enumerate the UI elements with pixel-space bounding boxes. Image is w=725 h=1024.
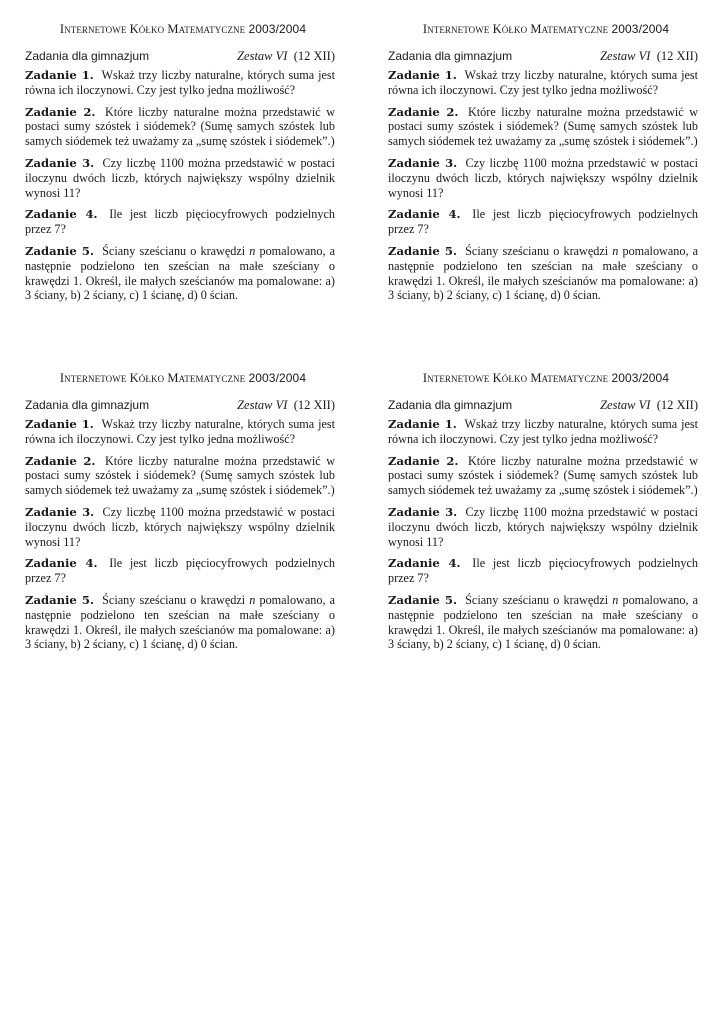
- header-year: 2003/2004: [248, 371, 307, 385]
- task-text: Ściany sześcianu o krawędzi: [102, 243, 246, 258]
- group-label: Zadania dla gimnazjum: [388, 398, 513, 412]
- task-2: [25, 105, 335, 149]
- set-date: (12 XII): [293, 49, 335, 63]
- task-label: Zadanie 3.: [388, 155, 458, 170]
- task-text: pomalowano, a następnie podzielono ten sześcian na małe sześciany o krawędzi 1. Określ, ile małych sześcianów ma pomalowane: a) 3 ściany, b) 2 ściany, c) 1 ścianę, d) 0 ścian.: [388, 243, 699, 303]
- task-label: Zadanie 4.: [388, 207, 461, 222]
- task-text: Ściany sześcianu o krawędzi: [465, 592, 609, 607]
- sheet-subheader: [388, 398, 698, 413]
- task-3: [388, 156, 698, 200]
- task-text: Czy liczbę 1100 można przedstawić w postaci iloczynu dwóch liczb, których największy wspólny dzielnik wynosi 11?: [25, 155, 335, 200]
- task-label: Zadanie 2.: [388, 104, 459, 119]
- set-label: Zestaw VI: [237, 398, 288, 412]
- task-variable: n: [249, 592, 256, 607]
- task-text: Ściany sześcianu o krawędzi: [465, 243, 609, 258]
- task-list: [388, 68, 698, 303]
- task-label: Zadanie 1.: [388, 68, 457, 82]
- task-label: Zadanie 4.: [25, 207, 98, 222]
- task-5: [388, 244, 698, 303]
- sheet-header: [31, 22, 335, 37]
- task-list: [25, 68, 335, 303]
- task-text: Wskaż trzy liczby naturalne, których suma jest równa ich iloczynowi. Czy jest tylko jedna możliwość?: [25, 417, 336, 446]
- task-2: [388, 105, 698, 149]
- set-date: (12 XII): [656, 398, 698, 412]
- task-label: Zadanie 5.: [388, 243, 458, 258]
- header-title: Internetowe Kółko Matematyczne: [422, 371, 609, 385]
- sheet-subheader: [25, 398, 335, 413]
- header-title: Internetowe Kółko Matematyczne: [422, 22, 609, 36]
- set-label: Zestaw VI: [600, 49, 651, 63]
- task-label: Zadanie 5.: [25, 592, 95, 607]
- task-3: [25, 505, 335, 549]
- set-info: [600, 49, 698, 64]
- task-text: Wskaż trzy liczby naturalne, których suma jest równa ich iloczynowi. Czy jest tylko jedna możliwość?: [388, 68, 699, 97]
- task-sheet-bottom-right: [388, 371, 698, 652]
- group-label: Zadania dla gimnazjum: [25, 398, 150, 412]
- sheet-header: [394, 22, 698, 37]
- task-text: Czy liczbę 1100 można przedstawić w postaci iloczynu dwóch liczb, których największy wspólny dzielnik wynosi 11?: [388, 504, 698, 549]
- task-text: Ile jest liczb pięciocyfrowych podzielnych przez 7?: [25, 207, 335, 237]
- task-4: [388, 556, 698, 586]
- task-4: [388, 207, 698, 237]
- group-label: Zadania dla gimnazjum: [388, 49, 513, 63]
- header-year: 2003/2004: [611, 22, 670, 36]
- task-variable: n: [612, 592, 619, 607]
- task-variable: n: [249, 243, 256, 258]
- task-1: [25, 68, 335, 98]
- task-3: [388, 505, 698, 549]
- set-info: [237, 49, 335, 64]
- task-text: Ile jest liczb pięciocyfrowych podzielnych przez 7?: [388, 556, 698, 586]
- task-label: Zadanie 2.: [25, 104, 96, 119]
- task-label: Zadanie 1.: [388, 417, 457, 431]
- task-label: Zadanie 3.: [25, 155, 95, 170]
- task-1: [25, 417, 335, 447]
- group-label: Zadania dla gimnazjum: [25, 49, 150, 63]
- sheet-header: [31, 371, 335, 386]
- task-label: Zadanie 5.: [25, 243, 95, 258]
- task-label: Zadanie 4.: [25, 556, 98, 571]
- task-list: [25, 417, 335, 652]
- task-5: [25, 244, 335, 303]
- task-label: Zadanie 4.: [388, 556, 461, 571]
- task-sheet-bottom-left: [25, 371, 335, 652]
- sheet-header: [394, 371, 698, 386]
- set-date: (12 XII): [656, 49, 698, 63]
- task-text: Ściany sześcianu o krawędzi: [102, 592, 246, 607]
- header-title: Internetowe Kółko Matematyczne: [59, 371, 246, 385]
- set-label: Zestaw VI: [600, 398, 651, 412]
- task-text: pomalowano, a następnie podzielono ten sześcian na małe sześciany o krawędzi 1. Określ, ile małych sześcianów ma pomalowane: a) 3 ściany, b) 2 ściany, c) 1 ścianę, d) 0 ścian.: [25, 592, 336, 652]
- task-5: [388, 593, 698, 652]
- task-label: Zadanie 3.: [388, 504, 458, 519]
- task-text: Wskaż trzy liczby naturalne, których suma jest równa ich iloczynowi. Czy jest tylko jedna możliwość?: [388, 417, 699, 446]
- task-label: Zadanie 1.: [25, 68, 94, 82]
- task-list: [388, 417, 698, 652]
- task-label: Zadanie 2.: [25, 453, 96, 468]
- task-1: [388, 68, 698, 98]
- task-4: [25, 556, 335, 586]
- task-3: [25, 156, 335, 200]
- task-text: pomalowano, a następnie podzielono ten sześcian na małe sześciany o krawędzi 1. Określ, ile małych sześcianów ma pomalowane: a) 3 ściany, b) 2 ściany, c) 1 ścianę, d) 0 ścian.: [25, 243, 336, 303]
- task-text: Ile jest liczb pięciocyfrowych podzielnych przez 7?: [25, 556, 335, 586]
- task-text: Które liczby naturalne można przedstawić w postaci sumy szóstek i siódemek? (Sumę samych szóstek lub samych siódemek też uważamy za „sumę szóstek i siódemek”.): [388, 453, 699, 498]
- task-label: Zadanie 3.: [25, 504, 95, 519]
- task-1: [388, 417, 698, 447]
- task-text: Które liczby naturalne można przedstawić w postaci sumy szóstek i siódemek? (Sumę samych szóstek lub samych siódemek też uważamy za „sumę szóstek i siódemek”.): [388, 104, 699, 149]
- task-text: Które liczby naturalne można przedstawić w postaci sumy szóstek i siódemek? (Sumę samych szóstek lub samych siódemek też uważamy za „sumę szóstek i siódemek”.): [25, 453, 336, 498]
- sheet-subheader: [25, 49, 335, 64]
- task-sheet-top-right: [388, 22, 698, 303]
- task-text: Które liczby naturalne można przedstawić w postaci sumy szóstek i siódemek? (Sumę samych szóstek lub samych siódemek też uważamy za „sumę szóstek i siódemek”.): [25, 104, 336, 149]
- task-text: Czy liczbę 1100 można przedstawić w postaci iloczynu dwóch liczb, których największy wspólny dzielnik wynosi 11?: [25, 504, 335, 549]
- task-sheet-top-left: [25, 22, 335, 303]
- task-variable: n: [612, 243, 619, 258]
- header-title: Internetowe Kółko Matematyczne: [59, 22, 246, 36]
- header-year: 2003/2004: [611, 371, 670, 385]
- header-year: 2003/2004: [248, 22, 307, 36]
- task-text: Ile jest liczb pięciocyfrowych podzielnych przez 7?: [388, 207, 698, 237]
- task-2: [388, 454, 698, 498]
- task-text: Czy liczbę 1100 można przedstawić w postaci iloczynu dwóch liczb, których największy wspólny dzielnik wynosi 11?: [388, 155, 698, 200]
- set-date: (12 XII): [293, 398, 335, 412]
- set-label: Zestaw VI: [237, 49, 288, 63]
- task-2: [25, 454, 335, 498]
- task-text: Wskaż trzy liczby naturalne, których suma jest równa ich iloczynowi. Czy jest tylko jedna możliwość?: [25, 68, 336, 97]
- set-info: [237, 398, 335, 413]
- task-label: Zadanie 5.: [388, 592, 458, 607]
- task-text: pomalowano, a następnie podzielono ten sześcian na małe sześciany o krawędzi 1. Określ, ile małych sześcianów ma pomalowane: a) 3 ściany, b) 2 ściany, c) 1 ścianę, d) 0 ścian.: [388, 592, 699, 652]
- set-info: [600, 398, 698, 413]
- task-5: [25, 593, 335, 652]
- sheet-subheader: [388, 49, 698, 64]
- task-label: Zadanie 1.: [25, 417, 94, 431]
- task-4: [25, 207, 335, 237]
- task-label: Zadanie 2.: [388, 453, 459, 468]
